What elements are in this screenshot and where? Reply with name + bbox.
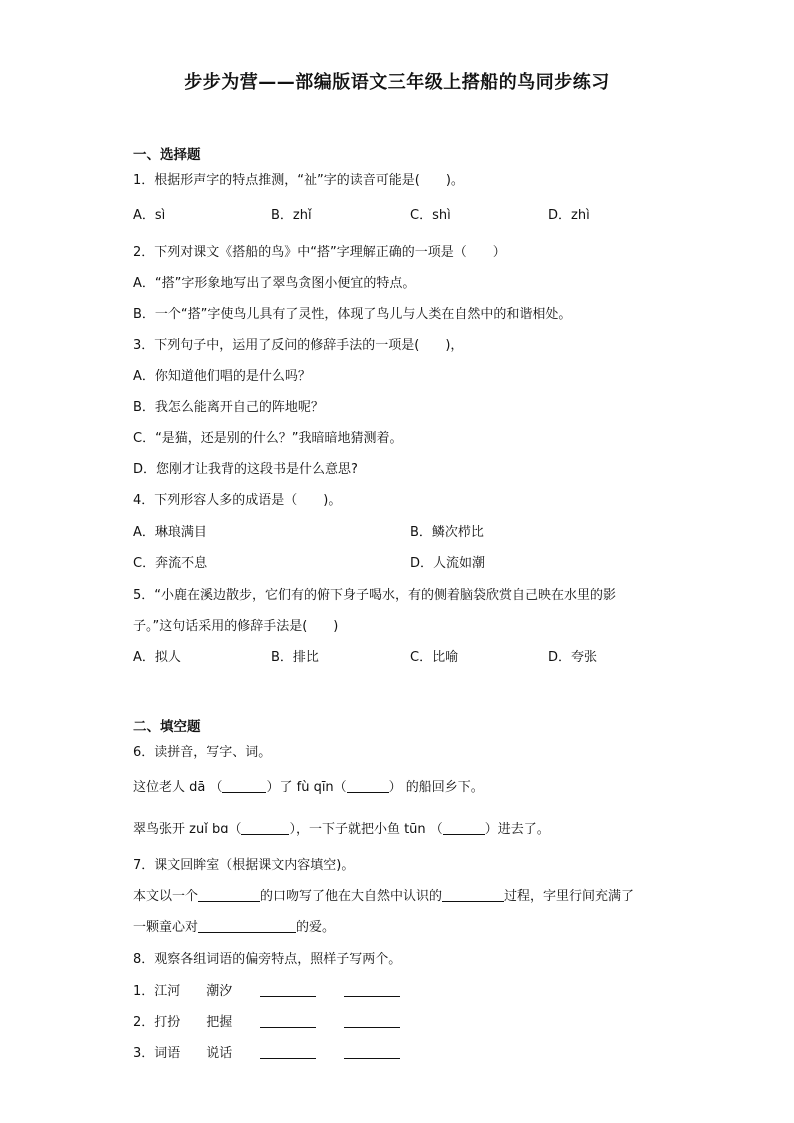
text-segment: 过程，字里行间充满了 [504, 889, 635, 904]
answer-blank[interactable] [241, 820, 289, 835]
answer-blank[interactable] [347, 778, 389, 793]
option-a: A．琳琅满目 [133, 525, 207, 540]
answer-blank[interactable] [442, 887, 504, 902]
question-3-option-b: B．我怎么能离开自己的阵地呢？ [133, 400, 324, 415]
question-7-stem: 7．课文回眸室（根据课文内容填空)。 [133, 858, 355, 873]
option-c: C．shì [410, 208, 451, 223]
question-3-option-d: D．您刚才让我背的这段书是什么意思? [133, 462, 358, 477]
option-b: B．鳞次栉比 [410, 525, 484, 540]
option-b: B．zhǐ [271, 208, 312, 223]
example-word: 潮汐 [206, 984, 233, 999]
example-word: 打扮 [154, 1015, 181, 1030]
option-d: D．夸张 [548, 650, 598, 665]
answer-blank[interactable] [344, 982, 400, 997]
section-heading-choice: 一、选择题 [133, 147, 201, 163]
text-segment: 一颗童心对 [133, 920, 199, 935]
question-6-line-2 [133, 820, 550, 840]
text-segment: ） 的船回乡下。 [388, 780, 484, 795]
question-3-option-a: A．你知道他们唱的是什么吗？ [133, 369, 311, 384]
text-segment: ）进去了。 [484, 822, 550, 837]
page-title: 步步为营——部编版语文三年级上搭船的鸟同步练习 [184, 72, 610, 93]
option-a: A．sì [133, 208, 166, 223]
example-word: 词语 [154, 1046, 181, 1061]
text-segment: 的爱。 [296, 920, 336, 935]
question-1-options [133, 206, 693, 226]
example-word: 把握 [206, 1015, 233, 1030]
example-word: 说话 [206, 1046, 233, 1061]
option-c: C．奔流不息 [133, 556, 208, 571]
question-5-options [133, 648, 693, 668]
option-a: A．拟人 [133, 650, 181, 665]
text-segment: ）了 fù qīn（ [266, 780, 347, 795]
row-number: 2． [133, 1015, 155, 1030]
row-number: 1． [133, 984, 155, 999]
question-8-row-3 [133, 1044, 400, 1064]
answer-blank[interactable] [260, 1013, 316, 1028]
text-segment: 这位老人 dā （ [133, 780, 223, 795]
question-5-stem-line-2: 子。”这句话采用的修辞手法是( ) [133, 619, 339, 634]
text-segment: 翠鸟张开 zuǐ bɑ（ [133, 822, 242, 837]
answer-blank[interactable] [344, 1044, 400, 1059]
option-b: B．排比 [271, 650, 319, 665]
answer-blank[interactable] [344, 1013, 400, 1028]
answer-blank[interactable] [260, 982, 316, 997]
text-segment: 的口吻写了他在大自然中认识的 [260, 889, 443, 904]
question-5-stem-line-1: 5．“小鹿在溪边散步，它们有的俯下身子喝水，有的侧着脑袋欣赏自己映在水里的影 [133, 588, 617, 603]
question-6-stem: 6．读拼音，写字、词。 [133, 745, 272, 760]
question-2-stem: 2．下列对课文《搭船的鸟》中“搭”字理解正确的一项是（ ） [133, 245, 506, 260]
question-8-stem: 8．观察各组词语的偏旁特点，照样子写两个。 [133, 952, 402, 967]
row-number: 3． [133, 1046, 155, 1061]
answer-blank[interactable] [198, 918, 296, 933]
option-c: C．比喻 [410, 650, 459, 665]
question-4-stem: 4．下列形容人多的成语是（ )。 [133, 493, 342, 508]
question-3-option-c: C．“是猫，还是别的什么？”我暗暗地猜测着。 [133, 431, 403, 446]
section-heading-fill: 二、填空题 [133, 719, 201, 735]
answer-blank[interactable] [222, 778, 266, 793]
question-2-option-a: A．“搭”字形象地写出了翠鸟贪图小便宜的特点。 [133, 276, 416, 291]
question-8-row-1 [133, 982, 400, 1002]
example-word: 江河 [154, 984, 181, 999]
option-d: D．zhì [548, 208, 590, 223]
question-2-option-b: B．一个“搭”字使鸟儿具有了灵性，体现了鸟儿与人类在自然中的和谐相处。 [133, 307, 572, 322]
question-7-line-2 [133, 918, 335, 938]
text-segment: 本文以一个 [133, 889, 199, 904]
answer-blank[interactable] [443, 820, 485, 835]
question-4-options-row-1 [133, 523, 693, 543]
question-4-options-row-2 [133, 554, 693, 574]
option-d: D．人流如潮 [410, 556, 486, 571]
answer-blank[interactable] [260, 1044, 316, 1059]
answer-blank[interactable] [198, 887, 260, 902]
question-8-row-2 [133, 1013, 400, 1033]
question-1-stem: 1．根据形声字的特点推测，“祉”字的读音可能是( )。 [133, 173, 464, 188]
text-segment: ），一下子就把小鱼 tūn （ [289, 822, 443, 837]
question-6-line-1 [133, 778, 484, 798]
question-7-line-1 [133, 887, 634, 907]
question-3-stem: 3．下列句子中，运用了反问的修辞手法的一项是( )， [133, 338, 464, 353]
